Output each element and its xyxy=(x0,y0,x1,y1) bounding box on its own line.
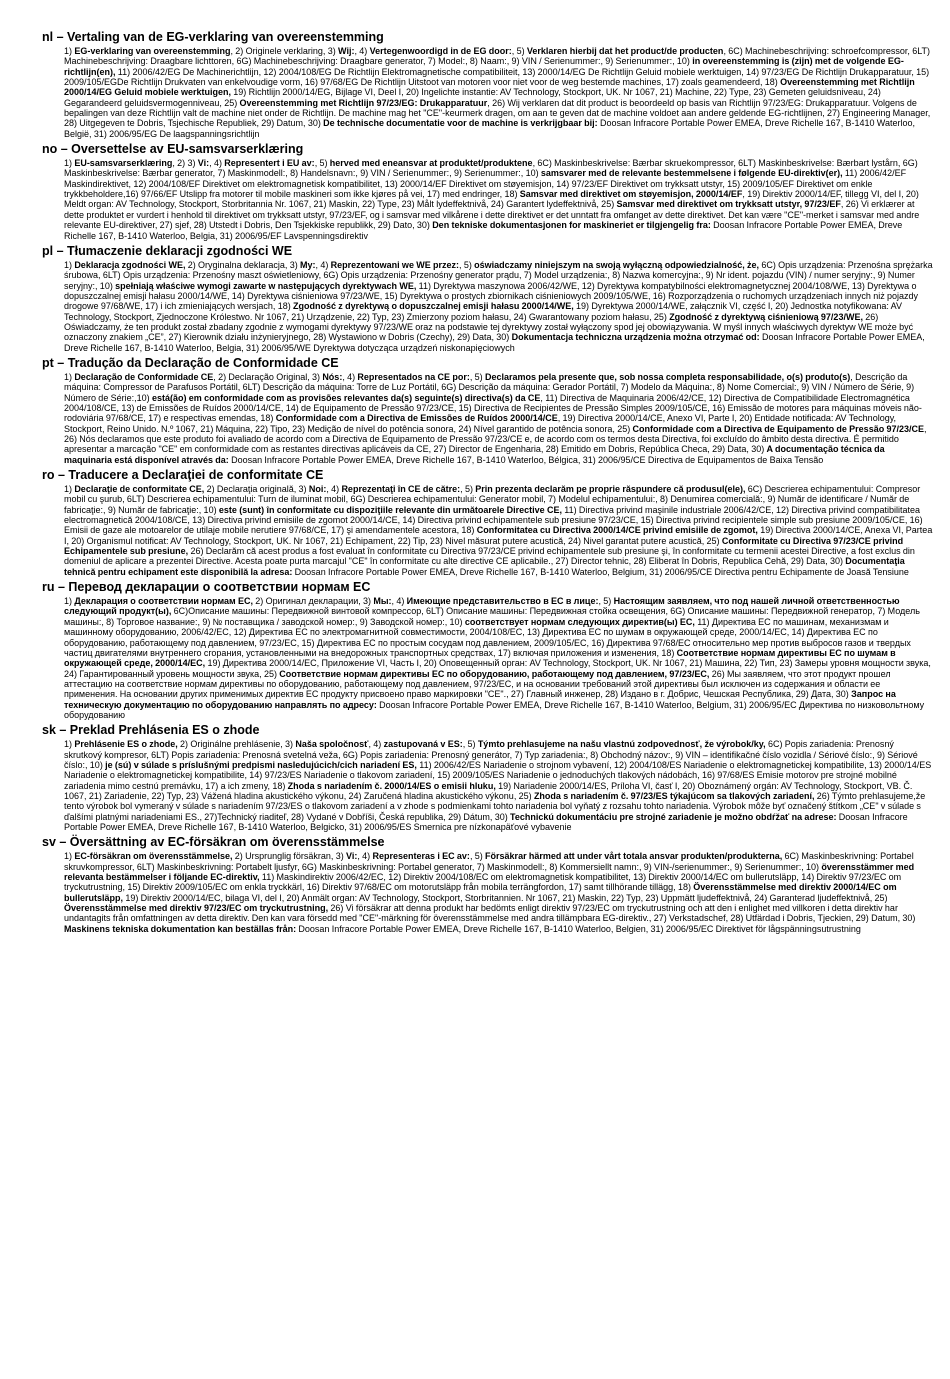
bold-text-run: Reprezentowani we WE przez: xyxy=(330,259,460,270)
section-title: pl – Tłumaczenie deklaracji zgodności WE xyxy=(42,243,293,258)
bold-text-run: Reprezentaţi în CE de către: xyxy=(341,484,461,495)
text-run: , Descrição da máquina: Compressor de Parafusos Portátil, 6LT) Descrição da máquina: Torre de Luz Portátil, 6G) Descrição da máquina: Gerador Portátil, 7) Modelo da Máquina:, 8) Nome Comercial:, 9) VIN / Número de Série, 9) Número de Série:,10) xyxy=(64,371,915,403)
text-run: , 4) xyxy=(368,739,384,750)
bold-text-run: samsvarer med de relevante bestemmelsene i følgende EU-direktiv(er), xyxy=(540,168,843,179)
text-run: , 5) xyxy=(469,851,486,862)
section-title: ro – Traducere a Declaraţiei de conformitate CE xyxy=(42,468,324,483)
text-run: 11) Maskindirektiv 2006/42/EC, 12) Direktiv 2004/108/EC om elektromagnetisk kompatibilitet, 13) Direktiv 2000/14/EC om bullerutsläpp, 14) Direktiv 97/23/EC om tryckutrustning, 15) Direktiv 2009/105/EC om enkla tryckkärl, 16) Direktiv 97/68/EC om motorutsläpp från mobila terrängfordon, 17) samt tillhörande tillägg, 18) xyxy=(64,872,902,893)
text-run: 1) xyxy=(64,371,75,382)
bold-text-run: Prehlásenie ES o zhode, xyxy=(74,739,178,750)
text-run: 19) Direktiv 2000/14/EC, bilaga VI, del I, 20) Anmält organ: AV Technology, Stockport, Storbritannien. Nr 1067, 21) Maskin, 22) Typ, 23) Uppmätt ljudeffektnivå, 24) Garanterad ljudeffektnivå, 25) xyxy=(123,892,888,903)
text-run: 6C) Maskinbeskrivning: Portabel skruvkompressor, 6LT) Maskinbeskrivning: Portabelt ljusfyr, 6G) Maskinbeskrivning: Portabel generator, 7) Maskinmodell:, 8) Kommersiellt namn:, 9) VIN-/serienummer:, 9) Serienummer:, 10) xyxy=(64,851,914,872)
bold-text-run: Verklaren hierbij dat het product/de producten xyxy=(526,46,724,56)
bold-text-run: Prin prezenta declarăm pe proprie răspundere că produsul(ele), xyxy=(475,484,746,495)
text-run: , 2) 3) xyxy=(172,158,198,169)
bold-text-run: Conformitate cu Directiva 97/23/CE privind Echipamentele sub presiune, xyxy=(64,535,904,557)
section-title: sk – Preklad Prehlásenia ES o zhode xyxy=(42,723,260,738)
bold-text-run: Noi: xyxy=(308,484,327,495)
declaration-section xyxy=(42,580,934,720)
text-run: 26) Oświadczamy, że ten produkt został zbadany zgodnie z wymogami dyrektywy 97/23/WE oraz na podstawie tej dyrektywy został wyłączony spod jej obowiązywania. W myśl innych właściwych dyrektyw WE może być oznaczony znakiem „CE”, 27) Kierownik działu inżynieryjnego, 28) Wystawiono w Dobris (Czechy), 29) Data, 30) xyxy=(64,311,914,343)
bold-text-run: Dokumentacja techniczna urządzenia można otrzymać od: xyxy=(511,332,760,343)
bold-text-run: A documentação técnica da maquinaria está disponível através da: xyxy=(64,444,885,465)
text-run: 2) Оригинал декларации, 3) xyxy=(253,596,374,607)
bold-text-run: je (sú) v súlade s príslušnými predpismi nasledujúcich/cich nariadení ES, xyxy=(105,759,417,770)
section-title: ru – Перевод декларации о соответствии нормам ЕС xyxy=(42,580,371,595)
text-run: 2) Originálne prehlásenie, 3) xyxy=(177,739,296,750)
declaration-section xyxy=(42,30,934,139)
bold-text-run: Týmto prehlasujeme na našu vlastnú zodpovednosť, že výrobok/ky, xyxy=(477,739,766,750)
bold-text-run: Declaraţie de conformitate CE, xyxy=(74,484,205,495)
bold-text-run: Maskinens tekniska dokumentation kan beställas från: xyxy=(64,923,297,934)
text-run: , 5) xyxy=(314,158,330,169)
bold-text-run: Запрос на техническую документацию по оборудованию направлять по адресу: xyxy=(64,689,896,710)
text-run: , 4) xyxy=(391,596,407,607)
text-run: 1) xyxy=(64,259,75,270)
section-title: nl – Vertaling van de EG-verklaring van overeenstemming xyxy=(42,30,384,44)
text-run: Doosan Infracore Portable Power EMEA, Dreve Richelle 167, B-1410 Waterloo, Belgium, 31) 2006/95/EC Директива по низковольтному оборудованию xyxy=(64,699,925,720)
bold-text-run: Överensstämmelse med direktiv 2000/14/EC om bullerutsläpp, xyxy=(64,882,897,903)
section-title: sv – Översättning av EC-försäkran om överensstämmelse xyxy=(42,835,385,850)
bold-text-run: spełniają właściwe wymogi zawarte w następujących dyrektywach WE, xyxy=(115,280,417,291)
bold-text-run: Zhoda s nariadením č. 2000/14/ES o emisii hluku, xyxy=(287,780,496,791)
text-run: 26) Declarăm că acest produs a fost evaluat în conformitate cu Directiva 97/23/CE privind echipamentele sub presiune şi, în conformitate cu termenii acestei Directive, a fost exclus din domeniul de aplicare a prezentei Directive. Acesta poate purta marcajul "CE" în conformitate cu alte directive CE aplicabile., 27) Director tehnic, 28) Eliberat în Dobris, Republica Cehă, 29) Data, 30) xyxy=(64,546,915,567)
text-run: 11) Директива ЕС по машинам, механизмам и машинному оборудованию, 2006/42/EC, 12) Директива ЕС по электромагнитной совместимости, 2004/108/EC, 13) Директива ЕС по шумам в окружающей среде, 2000/14/EC, 14) Директива ЕС по оборудованию, работающему под давлением, 97/23/EC, 15) Директива ЕС по простым сосудам под давлением, 2009/105/EC, 16) Директива 97/68/EC относительно мер против выбросов газов и твердых частиц двигателями внутреннего сгорания, установленными на внедорожных транспортных средствах, 17) включая приложения и изменения, 18) xyxy=(64,616,911,658)
bold-text-run: herved med eneansvar at produktet/produktene xyxy=(329,158,533,169)
text-run: , 4) xyxy=(342,371,358,382)
text-run: 1) xyxy=(64,596,75,607)
text-run: 2) Oryginalna deklaracja, 3) xyxy=(185,259,301,270)
bold-text-run: está(ão) em conformidade com as provisões relevantes da(s) seguinte(s) directiva(s) da CE xyxy=(151,392,541,403)
bold-text-run: Naša spoločnosť xyxy=(295,739,369,750)
text-run: , 4) xyxy=(326,484,342,495)
text-run: Doosan Infracore Portable Power EMEA, Dreve Richelle 167, B-1410 Waterloo, België, 31) 2006/95/EG De laagspanningsrichtlijn xyxy=(64,118,915,139)
bold-text-run: Декларация о соответствии нормам ЕС, xyxy=(74,596,253,607)
section-body xyxy=(42,596,934,720)
bold-text-run: Zhoda s nariadením č. 97/23/ES týkajúcom sa tlakových zariadení, xyxy=(533,790,815,801)
bold-text-run: Wij: xyxy=(338,46,355,56)
bold-text-run: соответствует нормам следующих директив(ы) ЕС, xyxy=(464,616,695,627)
section-body xyxy=(42,851,934,934)
bold-text-run: oświadczamy niniejszym na swoją wyłączną odpowiedzialność, że, xyxy=(474,259,760,270)
text-run: , 2) Originele verklaring, 3) xyxy=(230,46,339,56)
section-body xyxy=(42,260,934,353)
text-run: , 4) xyxy=(354,46,370,56)
text-run: 11) 2006/42/ES Nariadenie o strojnom vybavení, 12) 2004/108/ES Nariadenie o elektromagnetickej kompatibilite, 13) 2000/14/ES Nariadenie o elektromagnetickej kompatibilite, 14) 97/23/ES Nariadenie o tlakovom zariadení, 15) 2009/105/ES Nariadenie o jednoduchých tlakových nádobách, 16) 97/68/ES Emisie motorov pre strojné mobilné zariadenia mimo cestnú premávku, 17) a ich zmeny, 18) xyxy=(64,759,932,791)
section-body xyxy=(42,46,934,139)
bold-text-run: Deklaracja zgodności WE, xyxy=(74,259,186,270)
declaration-section xyxy=(42,468,934,577)
bold-text-run: Conformitatea cu Directiva 2000/14/CE privind emisiile de zgomot, xyxy=(476,525,758,536)
text-run: , 26) Nós declaramos que este produto foi avaliado de acordo com a Directiva de Equipamento de Pressão 97/23/CE e, de acordo com os termos desta Directiva, foi excluído do âmbito desta directiva. É permitido apresentar a marcação "CE" em conformidade com as restantes directivas aplicáveis da CE, 27) Director de Engenharia, 28) Emitido em Dobris, República Checa, 29) Data, 30) xyxy=(64,423,927,455)
text-run: Doosan Infracore Portable Power EMEA, Dreve Richelle 167, B-1410 Waterloo, Belgien, 31) 2006/95/EC Direktivet för lågspänningsutrustning xyxy=(296,923,861,934)
bold-text-run: Documentaţia tehnică pentru echipament este disponibilă la adresa: xyxy=(64,556,905,577)
bold-text-run: Conformidade com a Directiva de Equipamento de Pressão 97/23/CE xyxy=(632,423,925,434)
text-run: , 26) Wij verklaren dat dit product is beoordeeld op basis van Richtlijn 97/23/EG: Drukapparatuur. Volgens de bepalingen van deze Richtlijn valt de machine niet onder de Richtlijn. De machine mag het "CE"-keurmerk dragen, om aan te geven dat de machine voldoet aan andere geldende EG-richtlijnen, 27) Engineering Manager, 28) Uitgegeven te Dobris, Tsjechische Republiek, 29) Datum, 30) xyxy=(64,97,931,129)
text-run: 19) Директива 2000/14/EC, Приложение VI, Часть I, 20) Оповещенный орган: AV Technology, Stockport, UK. Nr 1067, 21) Машина, 22) Тип, 23) Замеры уровня мощности звука, 24) Гарантированный уровень мощности звука, 25) xyxy=(64,658,931,679)
text-run: , 5) xyxy=(459,259,475,270)
bold-text-run: Conformidade com a Directiva de Emissões de Ruídos 2000/14/CE xyxy=(275,413,558,424)
text-run: , 11) Directiva de Maquinaria 2006/42/CE, 12) Directiva de Compatibilidade Electromagnética 2004/108/CE, 13) de Emissões de Ruídos 2000/14/CE, 14) de Equipamento de Pressão 97/23/CE, 15) Directiva de Recipientes de Pressão Simples 2009/105/CE, 16) Emissão de motores para máquinas móveis não-rodoviária 97/68/CE, 17) e respectivas emendas, 18) xyxy=(64,392,922,424)
text-run: 26) Мы заявляем, что этот продукт прошел аттестацию на соответствие нормам директивы по оборудованию, работающему под давлением, 97/23/EC, и на основании требований этой директивы был исключен из содержания и области ее применения. На основании других применимых директив ЕС продукту присвоено право маркировки "CE"., 27) Главный инженер, 28) Издано в г. Добрис, Чешская Республика, 29) Дата, 30) xyxy=(64,668,891,700)
text-run: 6C)Описание машины: Передвижной винтовой компрессор, 6LT) Описание машины: Передвижная стойка освещения, 6G) Описание машины: Передвижной генератор, 7) Модель машины:, 8) Торговое название:, 9) № поставщика / заводской номер:, 9) Заводской номер:, 10) xyxy=(64,606,920,627)
bold-text-run: överensstämmer med relevanta bestämmelser i följande EC-direktiv, xyxy=(64,861,915,883)
bold-text-run: Соответствие нормам директивы ЕС по оборудованию, работающему под давлением, 97/23/EC, xyxy=(279,668,710,679)
bold-text-run: Vertegenwoordigd in de EG door: xyxy=(369,46,512,56)
bold-text-run: EG-verklaring van overeenstemming xyxy=(74,46,231,56)
text-run: , 2) Declaração Original, 3) xyxy=(213,371,323,382)
text-run: , 5) xyxy=(462,739,478,750)
text-run: Doosan Infracore Portable Power EMEA, Dreve Richelle 167, B-1410 Waterloo, Bélgica, 31) 2006/95/CE Directiva de Equipamentos de Baixa Tensão xyxy=(228,454,824,465)
text-run: 11) Dyrektywa maszynowa 2006/42/WE, 12) Dyrektywa kompatybilności elektromagnetycznej 2004/108/WE, 13) Dyrektywa o dopuszczalnej emisji hałasu 2000/14/WE, 14) Dyrektywa ciśnieniowa 97/23/WE, 15) Dyrektywa o prostych zbiornikach ciśnieniowych 2009/105/WE, 16) Rozporządzenia o ruchomych urządzeniach innych niż pojazdy drogowe 97/68/WE, 17) i ich zmieniających wersjach, 18) xyxy=(64,280,919,312)
text-run: 2) Declaraţia originală, 3) xyxy=(204,484,309,495)
text-run: , 5) xyxy=(598,596,614,607)
bold-text-run: EC-försäkran om överensstämmelse, xyxy=(74,851,233,862)
text-run: Doosan Infracore Portable Power EMEA, Dreve Richelle 167, B-1410 Waterloo, Belgia, 31) 2006/95/EF Lavspenningsdirektiv xyxy=(64,220,903,241)
bold-text-run: My: xyxy=(300,259,316,270)
bold-text-run: Настоящим заявляем, что под нашей личной ответственностью следующий продукт(ы), xyxy=(64,596,900,617)
text-run: 11) Directiva privind maşinile industriale 2006/42/CE, 12) Directiva privind compatibilitatea electromagnetică 2004/108/CE, 13) Directiva privind emisiile de zgomot 2000/14/CE, 14) Directiva privind echipamentele sub presiune 97/23/CE, 15) Directiva privind recipientele simple sub presiune 2009/105/CE, 16) Emisii de gaze ale motoarelor de utilaje mobile nerutiere 97/68/CE, 17) şi amendamentele acestora, 18) xyxy=(64,504,923,536)
text-run: 19) Dyrektywa 2000/14/WE, załącznik VI, część I, 20) Jednostka notyfikowana: AV Technology, Stockport, Zjednoczone Królestwo. Nr 1067, 21) Urządzenie, 22) Typ, 23) Zmierzony poziom hałasu, 24) Gwarantowany poziom hałasu, 25) xyxy=(64,301,903,322)
bold-text-run: Мы: xyxy=(373,596,392,607)
bold-text-run: Den tekniske dokumentasjonen for maskineriet er tilgjengelig fra: xyxy=(432,220,711,231)
text-run: 2) Ursprunglig försäkran, 3) xyxy=(232,851,347,862)
text-run: , 5) xyxy=(511,46,527,56)
text-run: , 4) xyxy=(315,259,331,270)
bold-text-run: Vi: xyxy=(197,158,210,169)
bold-text-run: Zgodność z dyrektywą ciśnieniową 97/23/WE, xyxy=(669,311,863,322)
text-run: 19) Directiva 2000/14/CE, Anexa VI, Partea I, 20) Organismul notificat: AV Technology, Stockport, UK. Nr 1067, 21) Echipament, 22) Tip, 23) Nivel măsurat putere acustică, 24) Nivel garantat putere acustică, 25) xyxy=(64,525,933,546)
bold-text-run: Zgodność z dyrektywą o dopuszczalnej emisji hałasu 2000/14/WE, xyxy=(293,301,574,312)
section-body xyxy=(42,158,934,241)
bold-text-run: Declaramos pela presente que, sob nossa completa responsabilidade, o(s) produto(s) xyxy=(484,371,851,382)
bold-text-run: Overeenstemming met Richtlijn 2000/14/EG Geluid mobiele werktuigen, xyxy=(64,77,915,98)
bold-text-run: este (sunt) în conformitate cu dispoziţiile relevante din următoarele Directive CE, xyxy=(218,504,562,515)
bold-text-run: Representados na CE por: xyxy=(357,371,470,382)
bold-text-run: EU-samsvarserklæring xyxy=(74,158,173,169)
bold-text-run: zastupovaná v ES: xyxy=(383,739,463,750)
section-body xyxy=(42,484,934,577)
text-run: , 5) xyxy=(460,484,476,495)
declaration-section xyxy=(42,835,934,934)
text-run: 1) xyxy=(64,739,75,750)
text-run: , 4) xyxy=(209,158,225,169)
bold-text-run: in overeenstemming is (zijn) met de volgende EG-richtlijn(en), xyxy=(64,56,904,77)
text-run: 26) Týmto prehlasujeme,že tento výrobok bol vymeraný v súlade s nariadením 97/23/ES o tlakovom zariadení a v zhode s podmienkami tohto nariadenia bol vyňatý z rozsahu tohto nariadenia. Výrobok môže byť označený štítkom „CE" v súlade s ďalšími platnými nariadeniami ES., 27)Technický riaditeľ, 28) Vydané v Dobříši, Česká republika, 29) Dátum, 30) xyxy=(64,790,926,822)
declaration-sections xyxy=(42,30,934,934)
bold-text-run: Representert i EU av: xyxy=(224,158,315,169)
text-run: 1) xyxy=(64,158,75,169)
bold-text-run: Samsvar med direktivet om støyemisjon, 2000/14/EF xyxy=(519,189,743,200)
text-run: 1) xyxy=(64,851,75,862)
section-title: no – Oversettelse av EU-samsvarserklæring xyxy=(42,142,304,157)
declaration-section xyxy=(42,244,934,353)
bold-text-run: De technische documentatie voor de machine is verkrijgbaar bij: xyxy=(323,118,598,129)
text-run: , 5) xyxy=(469,371,485,382)
text-run: , 6C) Maskinbeskrivelse: Bærbar skruekompressor, 6LT) Maskinbeskrivelse: Bærbart lystårn, 6G) Maskinbeskrivelse: Bærbar generator, 7) Maskinmodell:, 8) Handelsnavn:, 9) VIN / Serienummer:, 9) Serienummer:, 10) xyxy=(64,158,918,179)
text-run: , 6C) Machinebeschrijving: schroefcompressor, 6LT) Machinebeschrijving: Draagbare lichttoren, 6G) Machinebeschrijving: Draagbare generator, 7) Model:, 8) Naam:, 9) VIN / Serienummer:, 9) Serienummer:, 10) xyxy=(64,46,931,67)
bold-text-run: Technickú dokumentáciu pre strojné zariadenie je možno obdŕžať na adrese: xyxy=(510,811,837,822)
declaration-section xyxy=(42,142,934,241)
text-run: Doosan Infracore Portable Power EMEA, Dreve Richelle 167, B-1410 Waterloo, Belgium, 31) 2006/95/CE Directiva pentru Echipamente de Joasă Tensiune xyxy=(292,566,909,577)
bold-text-run: Försäkrar härmed att under vårt totala ansvar produkten/produkterna, xyxy=(485,851,783,862)
text-run: , 26) Vi erklærer at dette produktet er vurdert i henhold til direktivet om trykksatt utstyr, 97/23/EF, og i samsvar med vilkårene i dette direktivet er det unntatt fra omfanget av dette direktivet. Det kan være "CE"-merket i samsvar med andre relevante EU-direktiver, 27) sjef, 28) Utstedt i Dobris, Den Tsjekkiske republikk, 29) Dato, 30) xyxy=(64,199,920,231)
text-run: 6C) Popis zariadenia: Prenosný skrutkový kompresor, 6LT) Popis zariadenia: Prenosná svetelná veža, 6G) Popis zariadenia: Prenosný generátor, 7) Typ zariadenia:, 8) Obchodný názov:, 9) VIN – identifikačné číslo vozidla / Sériové číslo:, 9) Sériové číslo:, 10) xyxy=(64,739,918,770)
section-body xyxy=(42,372,934,465)
declaration-section xyxy=(42,723,934,832)
text-run: 6C) Opis urządzenia: Przenośna sprężarka śrubowa, 6LT) Opis urządzenia: Przenośny maszt oświetleniowy, 6G) Opis urządzenia: Przenośny generator prądu, 7) Model urządzenia:, 8) Nazwa komercyjna:, 9) Nr ident. pojazdu (VIN) / numer seryjny:, 9) Numer seryjny:, 10) xyxy=(64,259,933,291)
text-run: , 19) Direktiv 2000/14/EF, tillegg VI, del I, 20) Meldt organ: AV Technology, Stockport, Storbritannia Nr. 1067, 21) Maskin, 22) Type, 23) Målt lydeffektnivå, 24) Garantert lydeffektnivå, 25) xyxy=(64,189,919,210)
bold-text-run: Overeenstemming met Richtlijn 97/23/EG: Drukapparatuur xyxy=(239,97,488,108)
bold-text-run: Samsvar med direktivet om trykksatt utstyr, 97/23/EF xyxy=(616,199,841,210)
bold-text-run: Соответствие нормам директивы ЕС по шумам в окружающей среде, 2000/14/EC, xyxy=(64,647,896,669)
section-title: pt – Tradução da Declaração de Conformidade CE xyxy=(42,355,339,370)
text-run: , 4) xyxy=(357,851,373,862)
section-body xyxy=(42,739,934,832)
bold-text-run: Nós: xyxy=(322,371,343,382)
text-run: 1) xyxy=(64,46,75,56)
text-run: 19) Nariadenie 2000/14/ES, Príloha VI, časť I, 20) Oboznámený orgán: AV Technology, Stockport, VB. Č. 1067, 21) Zariadenie, 22) Typ, 23) Vážená hladina akustického výkonu, 24) Zaručená hladina akustického výkonu, 25) xyxy=(64,780,913,801)
bold-text-run: Declaração de Conformidade CE xyxy=(74,371,214,382)
bold-text-run: Vi: xyxy=(346,851,358,862)
text-run: 11) 2006/42/EG De Machinerichtlijn, 12) 2004/108/EG De Richtlijn Elektromagnetische compatibiliteit, 13) 2000/14/EG De Richtlijn Geluid mobiele werktuigen, 14) 97/23/EG De Richtlijn Drukapparatuur, 15) 2009/105/EGDe Richtlijn Drukvaten van enkelvoudige vorm, 16) 97/68/EG De Richtlijn Uitstoot van motoren voor niet voor de weg bestemde machines, 17) zoals geamendeerd, 18) xyxy=(64,66,930,88)
text-run: 6C) Descrierea echipamentului: Compresor mobil cu şurub, 6LT) Descrierea echipamentului: Turn de iluminat mobil, 6G) Descrierea echipamentului: Generator mobil, 7) Modelul echipamentului:, 8) Denumirea comercială:, 9) Număr de identificare / Număr de fabricaţie:, 9) Număr de fabricaţie:, 10) xyxy=(64,484,921,515)
text-run: Doosan Infracore Portable Power EMEA, Dreve Richelle 167, B-1410 Waterloo, Belgicko, 31) 2006/95/ES Smernica pre nízkonapäťové vybavenie xyxy=(64,811,908,832)
text-run: , 19) Directiva 2000/14/CE, Anexo VI, Parte I, 20) Entidade notificada: AV Technology, Stockport, Reino Unido. N.º 1067, 21) Máquina, 22) Tipo, 23) Medição de nível do potência sonora, 24) Nível garantido de potência sonora, 25) xyxy=(64,413,897,434)
declaration-section xyxy=(42,356,934,465)
bold-text-run: Representeras i EC av: xyxy=(372,851,470,862)
bold-text-run: Överensstämmelse med direktiv 97/23/EC om tryckutrustning, xyxy=(64,903,329,914)
bold-text-run: Имеющие представительство в ЕС в лице: xyxy=(406,596,599,607)
text-run: 19) Richtlijn 2000/14/EG, Bijlage VI, Deel I, 20) Ingelichte instantie: AV Technology, Stockport, UK. Nr 1067, 21) Machine, 22) Type, 23) Gemeten geluidsniveau, 24) Gegarandeerd geluidsvermogenniveau, 25) xyxy=(64,87,881,108)
text-run: 11) 2006/42/EF Maskindirektivet, 12) 2004/108/EF Direktivet om elektromagnetisk kompatibilitet, 13) 2000/14/EF Direktivet om støyemisjon, 14) 97/23/EF Direktivet om trykksatt utstyr, 15) 2009/105/EF Direktivet om enkle trykkbeholdere,16) 97/66/EF Utslipp fra motorer til mobile maskineri som ikke kjøres på vei, 17) med endringer, 18) xyxy=(64,168,907,200)
text-run: 1) xyxy=(64,484,75,495)
text-run: 26) Vi försäkrar att denna produkt har bedömts enligt direktiv 97/23/EC om tryckutrustning och att den i enlighet med villkoren i detta direktiv har undantagits från omfattningen av detta direktiv. Den kan vara försedd med "CE"-märkning för överensstämmelse med andra tillämpbara EG-direktiv., 27) Verkstadschef, 28) Utfärdad i Dobris, Tjeckien, 29) Datum, 30) xyxy=(64,903,916,924)
text-run: Doosan Infracore Portable Power EMEA, Dreve Richelle 167, B-1410 Waterloo, Belgia, 31) 2006/95/WE Dyrektywa dotycząca urządzeń niskonapięciowych xyxy=(64,332,925,353)
